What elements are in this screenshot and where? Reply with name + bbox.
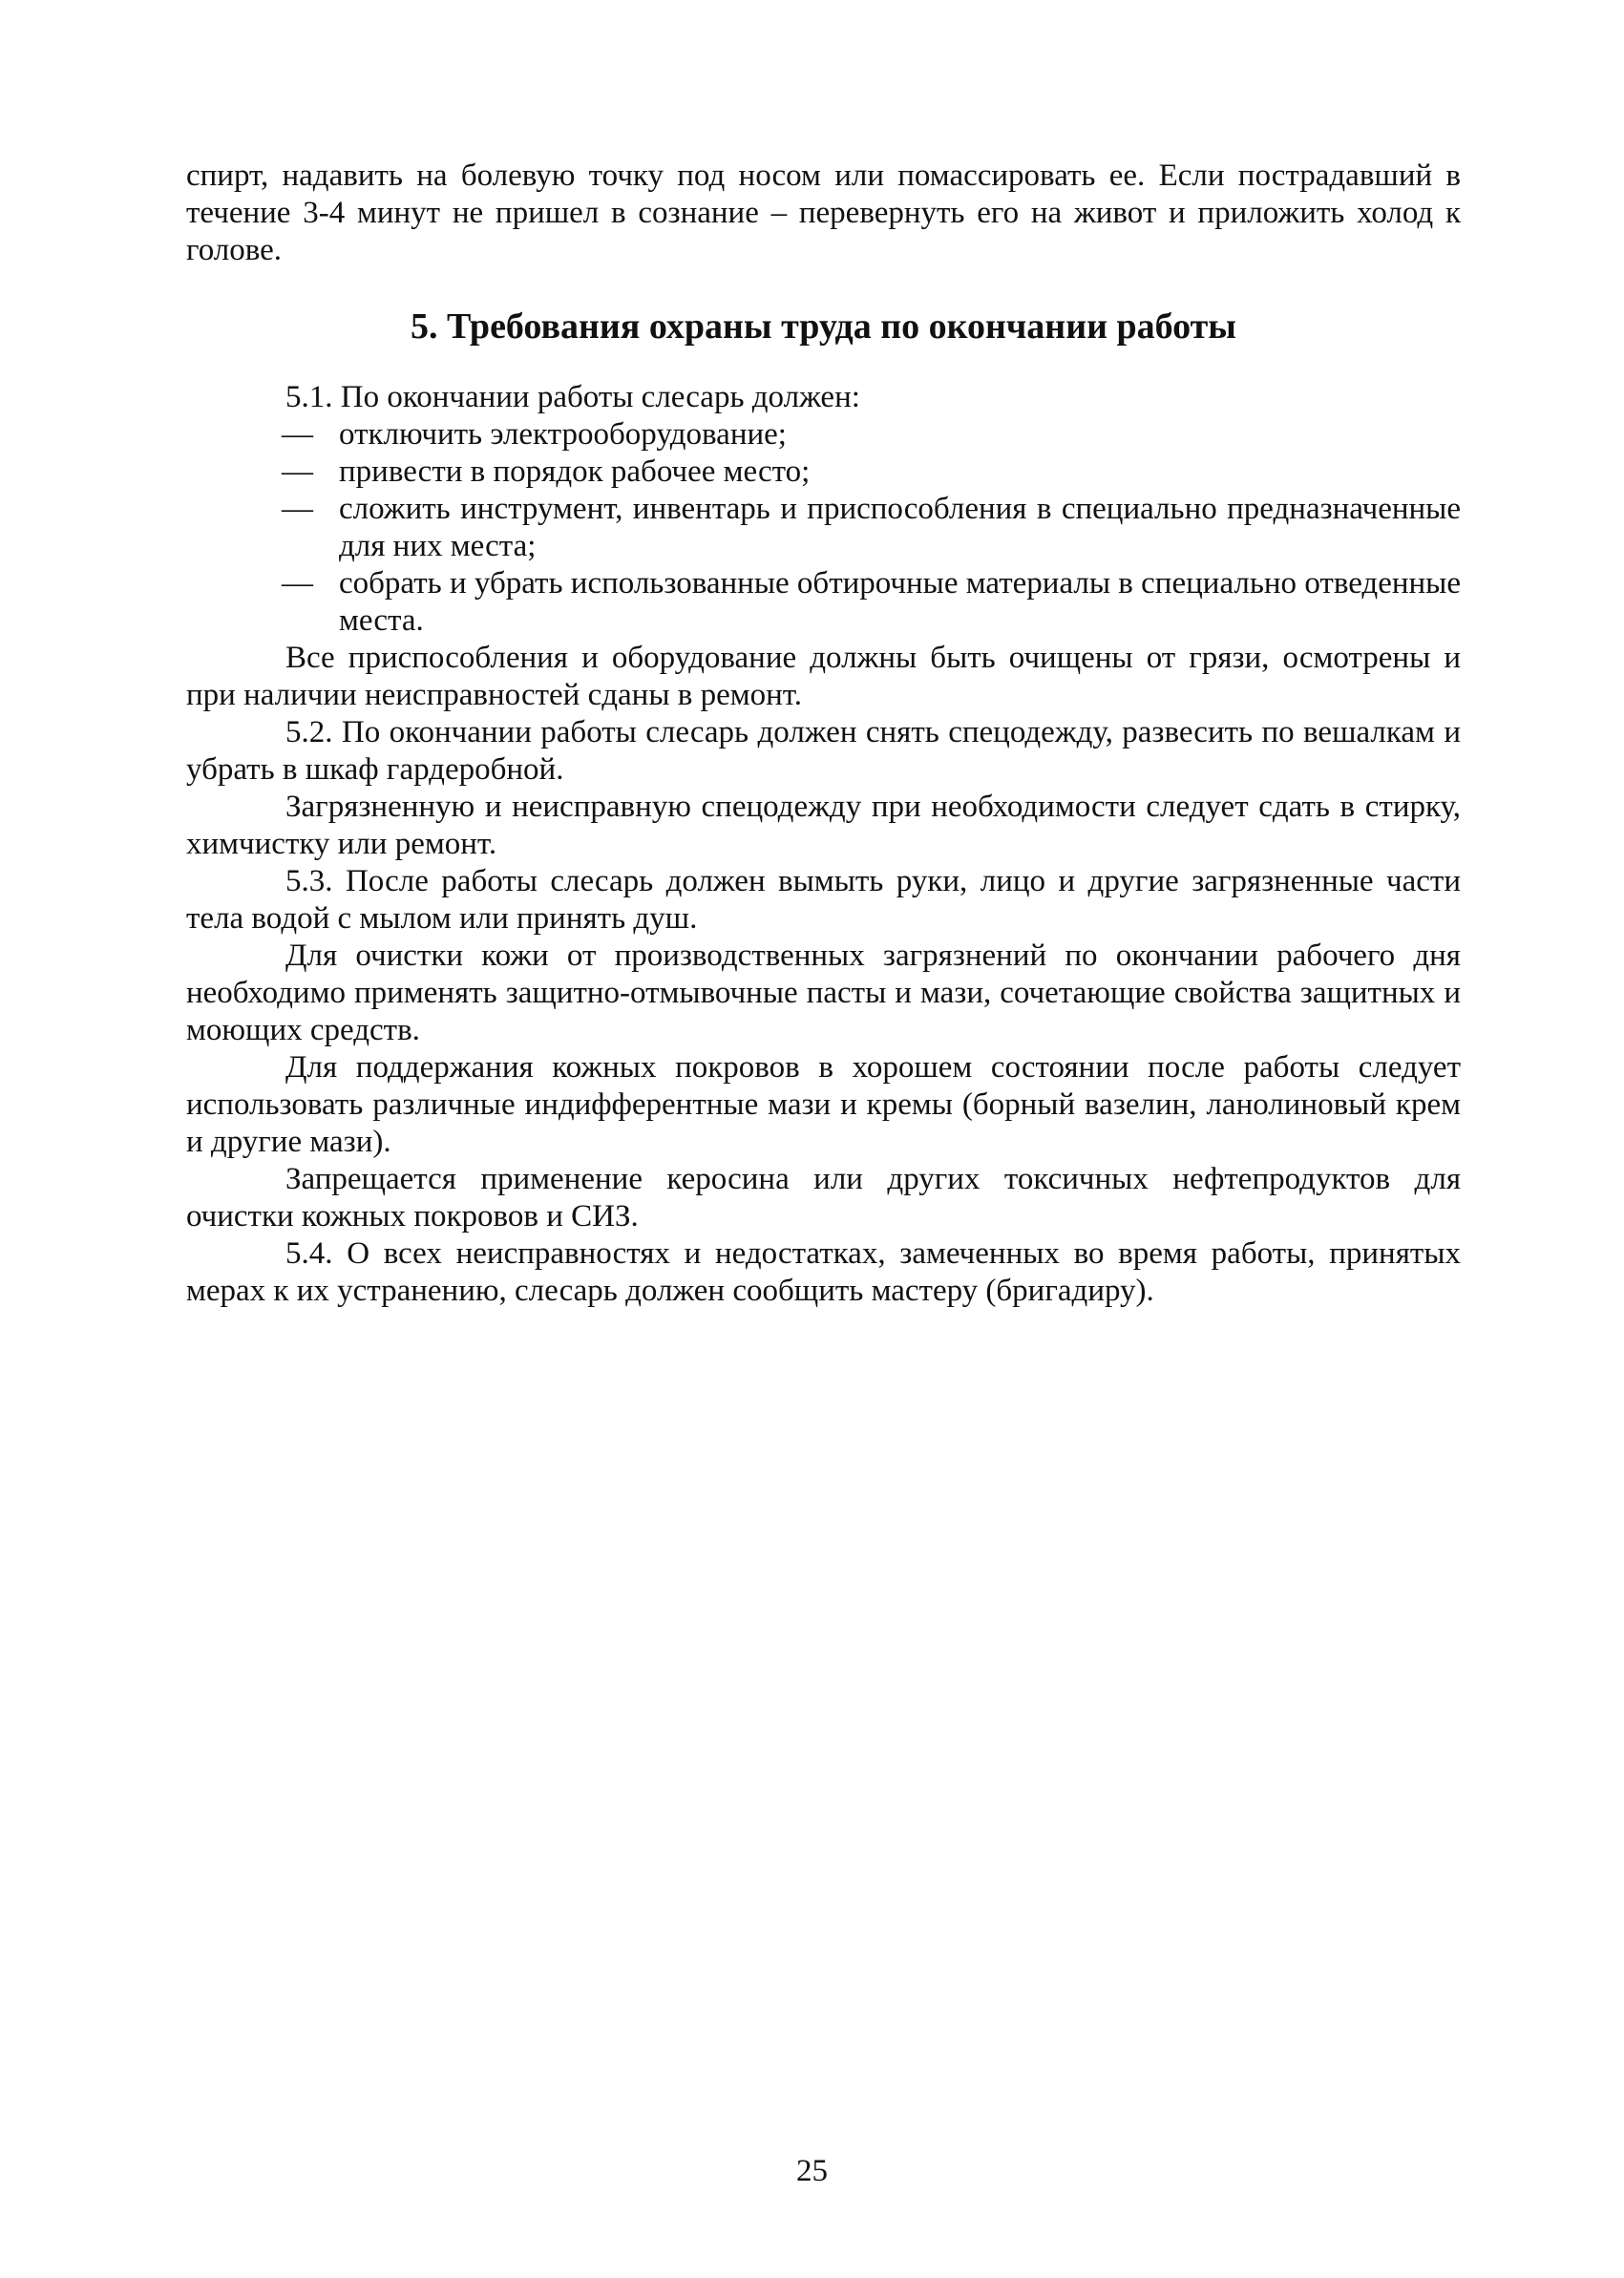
paragraph-kerosene: Запрещается применение керосина или других токсичных нефтепродуктов для очистки кожных покровов и СИЗ. [186,1162,1461,1234]
dash-mark: — [282,566,313,601]
page-content [186,158,1461,1310]
paragraph-all-devices: Все приспособления и оборудование должны быть очищены от грязи, осмотрены и при наличии неисправностей сданы в ремонт. [186,641,1461,712]
paragraph-skin-care: Для поддержания кожных покровов в хорошем состоянии после работы следует использовать различные индифферентные мази и кремы (борный вазелин, ланолиновый крем и другие мази). [186,1050,1461,1159]
intro-paragraph: спирт, надавить на болевую точку под носом или помассировать ее. Если пострадавший в течение 3-4 минут не пришел в сознание – перевернуть его на живот и приложить холод к голове. [186,158,1461,267]
paragraph-5-3: 5.3. После работы слесарь должен вымыть руки, лицо и другие загрязненные части тела водой с мылом или принять душ. [186,864,1461,936]
section-heading: 5. Требования охраны труда по окончании работы [411,306,1236,347]
list-item [186,416,1461,453]
list-item [186,453,1461,491]
paragraph-5-1: 5.1. По окончании работы слесарь должен: [285,380,860,414]
list-item-text: собрать и убрать использованные обтирочные материалы в специально отведенные места. [339,566,1461,638]
paragraph-dirty-clothing: Загрязненную и неисправную спецодежду при необходимости следует сдать в стирку, химчистку или ремонт. [186,790,1461,861]
page-number: 25 [796,2154,828,2188]
dash-mark: — [282,492,313,526]
paragraph-5-4: 5.4. О всех неисправностях и недостатках, замеченных во время работы, принятых мерах к их устранению, слесарь должен сообщить мастеру (бригадиру). [186,1236,1461,1308]
list-item [186,491,1461,565]
list-item [186,565,1461,640]
list-item-text: сложить инструмент, инвентарь и приспособления в специально предназначенные для них места; [339,492,1461,563]
duties-list [186,416,1461,640]
list-item-text: привести в порядок рабочее место; [339,454,811,489]
dash-mark: — [282,417,313,452]
dash-mark: — [282,454,313,489]
paragraph-5-2: 5.2. По окончании работы слесарь должен снять спецодежду, развесить по вешалкам и убрать в шкаф гардеробной. [186,715,1461,787]
paragraph-skin-cleaning: Для очистки кожи от производственных загрязнений по окончании рабочего дня необходимо применять защитно-отмывочные пасты и мази, сочетающие свойства защитных и моющих средств. [186,939,1461,1047]
list-item-text: отключить электрооборудование; [339,417,787,452]
